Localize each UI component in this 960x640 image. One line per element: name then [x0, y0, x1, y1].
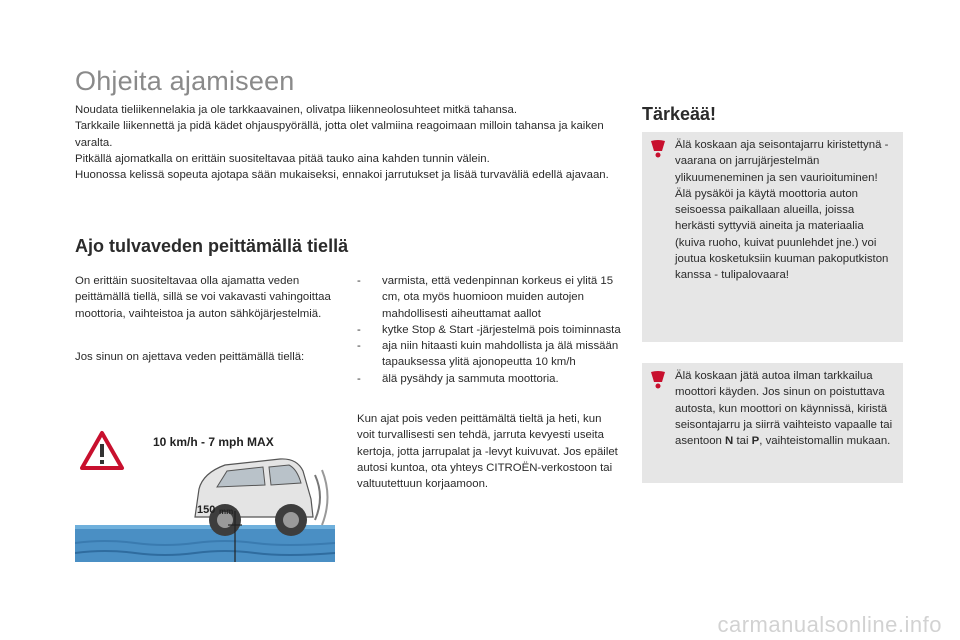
section-left-column: [75, 273, 335, 365]
section-paragraph: Jos sinun on ajettava veden peittämällä tiellä:: [75, 350, 305, 363]
section-paragraph: Kun ajat pois veden peittämältä tieltä ja heti, kun voit turvallisesti sen tehdä, jarruta kevyesti useita kertoja, jotta jarrupalat ja -levyt kuivuvat. Jos epäilet autosi kuntoa, ota yhteys CITROËN-verkostoon tai valtuutettuun korjaamoon.: [357, 413, 618, 491]
gear-n-label: N: [725, 435, 734, 448]
list-item: [357, 371, 622, 387]
list-item: [357, 273, 622, 322]
watermark: carmanualsonline.info: [717, 612, 942, 637]
after-paragraph: [357, 411, 622, 492]
warning-text-part: Älä koskaan jätä autoa ilman tarkkailua moottori käyden. Jos sinun on poistuttava autosta, kun moottori on käynnissä, kiristä seisontajarru ja siirrä vaihteisto vapaalle tai asentoon: [675, 370, 893, 448]
warning-text: [675, 137, 897, 284]
warning-text-part: tai: [733, 435, 752, 448]
list-dash: -: [357, 275, 361, 287]
list-dash: -: [357, 340, 361, 353]
section-heading: Ajo tulvaveden peittämällä tiellä: [75, 236, 349, 256]
car-icon: [195, 459, 313, 536]
warning-icon: [649, 140, 667, 158]
flooded-road-illustration: [75, 425, 335, 562]
list-item: [357, 338, 622, 371]
list-item-text: varmista, että vedenpinnan korkeus ei ylitä 15 cm, ota myös huomioon muiden autojen mahdollisesti aiheuttamat aallot: [382, 275, 614, 320]
warning-paragraph: Älä pysäköi ja käytä moottoria auton seisoessa paikallaan alueilla, joissa herkästi syttyviä aineita ja materiaalia (kuiva ruoho, kuivat puunlehdet jne.) voi joutua kosketuksiin kuuman pakoputkiston kanssa - tulipalovaara!: [675, 187, 889, 282]
intro-paragraph: Pitkällä ajomatkalla on erittäin suositeltavaa pitää tauko aina kahden tunnin välein.: [75, 152, 490, 165]
warning-box: [642, 363, 903, 483]
warning-paragraph: [675, 368, 897, 449]
list-dash: -: [357, 323, 361, 336]
depth-value: 150: [197, 504, 216, 516]
intro-paragraph: Noudata tieliikennelakia ja ole tarkkaavainen, olivatpa liikenneolosuhteet mitkä tahansa.: [75, 104, 517, 116]
list-item: [357, 322, 622, 338]
warning-paragraph: Älä koskaan aja seisontajarru kiristettynä - vaarana on jarrujärjestelmän ylikuumeneminen ja sen vaurioituminen!: [675, 139, 889, 184]
gear-p-label: P: [751, 435, 760, 448]
depth-unit: mm: [219, 507, 234, 516]
list-item-text: aja niin hitaasti kuin mahdollista ja älä missään tapauksessa ylitä ajonopeutta 10 km/h: [382, 340, 619, 369]
intro-paragraph: Tarkkaile liikennettä ja pidä kädet ohjauspyörällä, jotta olet valmiina reagoimaan milloin tahansa ja kaiken varalta.: [75, 120, 604, 149]
page-title: Ohjeita ajamiseen: [75, 66, 295, 96]
important-heading: Tärkeää!: [642, 104, 717, 124]
list-item-text: kytke Stop & Start -järjestelmä pois toiminnasta: [382, 323, 621, 336]
warning-icon: [649, 371, 667, 389]
intro-paragraph: Huonossa kelissä sopeuta ajotapa sään mukaiseksi, ennakoi jarrutukset ja lisää turvaväliä edellä ajavaan.: [75, 169, 609, 182]
warning-text-part: , vaihteistomallin mukaan.: [759, 435, 891, 448]
speed-limit-label: 10 km/h - 7 mph MAX: [153, 435, 274, 449]
section-paragraph: On erittäin suositeltavaa olla ajamatta veden peittämällä tiellä, sillä se voi vakavasti vahingoittaa moottoria, vaihteistoa ja auton sähköjärjestelmiä.: [75, 275, 331, 320]
warning-box: [642, 132, 903, 342]
list-item-text: älä pysähdy ja sammuta moottoria.: [382, 372, 559, 385]
caution-triangle-icon: [82, 433, 122, 468]
instruction-list: [357, 273, 622, 387]
section-right-column: [357, 273, 622, 493]
list-dash: -: [357, 372, 361, 385]
intro-text: [75, 102, 620, 183]
warning-text: [675, 368, 897, 449]
